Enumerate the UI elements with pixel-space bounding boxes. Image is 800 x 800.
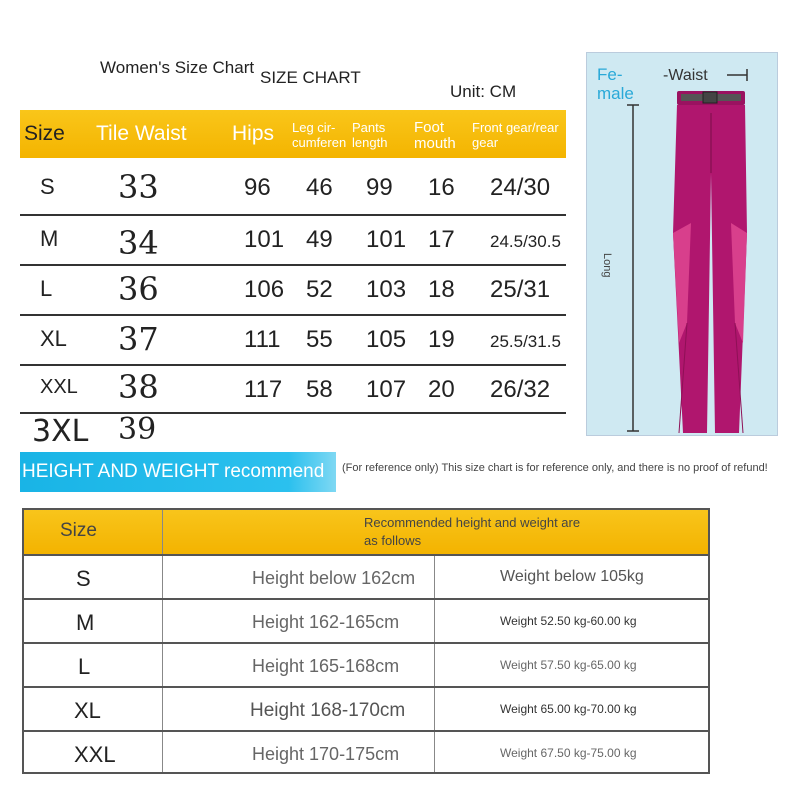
size-cell: XXL xyxy=(40,376,78,398)
height-weight-banner xyxy=(20,452,336,492)
reference-note: (For reference only) This size chart is for reference only, and there is no proof of refund! xyxy=(342,462,768,474)
female-label: Fe- male xyxy=(597,65,634,103)
waist-cell: 34 xyxy=(118,224,159,262)
pants-cell: 107 xyxy=(366,376,407,403)
row-divider xyxy=(24,554,708,556)
table-row xyxy=(0,168,580,224)
leg-cell: 46 xyxy=(306,174,333,201)
leg-cell: 49 xyxy=(306,226,333,253)
gear-cell: 24/30 xyxy=(490,174,551,201)
gear-cell: 26/32 xyxy=(490,376,551,403)
waist-cell: 39 xyxy=(118,412,157,447)
column-divider xyxy=(162,510,163,772)
waist-cell: 36 xyxy=(118,270,159,308)
leg-cell: 52 xyxy=(306,276,333,303)
size-cell: XL xyxy=(74,698,101,723)
hips-cell: 106 xyxy=(244,276,285,303)
foot-cell: 20 xyxy=(428,376,455,403)
hips-cell: 101 xyxy=(244,226,285,253)
size-cell: 3XL xyxy=(32,414,89,449)
header-size: Size xyxy=(60,520,97,541)
size-cell: XXL xyxy=(74,742,116,767)
header-pants: Pants length xyxy=(352,120,388,150)
size-cell: L xyxy=(40,276,53,301)
womens-size-chart-title: Women's Size Chart xyxy=(100,58,255,77)
height-cell: Height 168-170cm xyxy=(250,700,406,721)
waist-cell: 37 xyxy=(118,320,159,358)
pants-drawing xyxy=(587,53,779,437)
header-description: Recommended height and weight are as follows xyxy=(364,515,581,548)
row-divider xyxy=(24,686,708,688)
pants-illustration xyxy=(586,52,778,436)
table-row xyxy=(0,270,580,326)
hips-cell: 117 xyxy=(244,376,283,403)
foot-cell: 19 xyxy=(428,326,455,353)
header-size: Size xyxy=(24,122,65,145)
size-cell: M xyxy=(76,610,95,635)
pants-cell: 99 xyxy=(366,174,393,201)
leg-cell: 55 xyxy=(306,326,333,353)
gear-cell: 25/31 xyxy=(490,276,551,303)
table-row xyxy=(0,226,580,276)
foot-cell: 17 xyxy=(428,226,455,253)
header-leg: Leg cir- cumferen xyxy=(292,120,347,150)
height-cell: Height 165-168cm xyxy=(252,656,400,676)
weight-cell: Weight 52.50 kg-60.00 kg xyxy=(500,614,637,628)
banner-title: HEIGHT AND WEIGHT recommend xyxy=(22,461,325,482)
pants-cell: 101 xyxy=(366,226,407,253)
size-chart-title: SIZE CHART xyxy=(260,68,361,87)
pants-cell: 105 xyxy=(366,326,407,353)
foot-cell: 16 xyxy=(428,174,455,201)
weight-cell: Weight 67.50 kg-75.00 kg xyxy=(500,746,637,760)
waist-cell: 38 xyxy=(118,368,159,406)
foot-cell: 18 xyxy=(428,276,455,303)
gear-cell: 24.5/30.5 xyxy=(490,232,561,251)
leg-cell: 58 xyxy=(306,376,333,403)
row-divider xyxy=(24,642,708,644)
size-cell: S xyxy=(76,566,91,591)
header-hips: Hips xyxy=(232,122,275,145)
weight-cell: Weight 65.00 kg-70.00 kg xyxy=(500,702,637,716)
height-cell: Height 170-175cm xyxy=(252,744,400,764)
size-cell: S xyxy=(40,174,55,199)
size-cell: M xyxy=(40,226,59,251)
long-label: Long xyxy=(601,253,613,278)
hips-cell: 96 xyxy=(244,174,271,201)
weight-cell: Weight below 105kg xyxy=(500,568,644,585)
header-foot: Foot mouth xyxy=(414,119,456,152)
waist-label: -Waist xyxy=(663,67,708,84)
weight-cell: Weight 57.50 kg-65.00 kg xyxy=(500,658,637,672)
waist-cell: 33 xyxy=(118,168,159,206)
size-table-header xyxy=(20,110,566,158)
row-divider xyxy=(24,730,708,732)
height-weight-table xyxy=(22,508,710,774)
size-cell: XL xyxy=(40,326,67,351)
column-divider xyxy=(434,554,435,772)
height-cell: Height below 162cm xyxy=(252,568,416,588)
height-cell: Height 162-165cm xyxy=(252,612,400,632)
gear-cell: 25.5/31.5 xyxy=(490,332,561,351)
table-row xyxy=(0,320,580,376)
size-cell: L xyxy=(78,654,91,679)
hips-cell: 111 xyxy=(244,326,281,353)
header-gear: Front gear/rear gear xyxy=(472,120,559,150)
unit-label: Unit: CM xyxy=(450,82,517,101)
row-divider xyxy=(24,598,708,600)
header-waist: Tile Waist xyxy=(96,122,187,145)
pants-cell: 103 xyxy=(366,276,407,303)
height-weight-header xyxy=(24,510,708,554)
